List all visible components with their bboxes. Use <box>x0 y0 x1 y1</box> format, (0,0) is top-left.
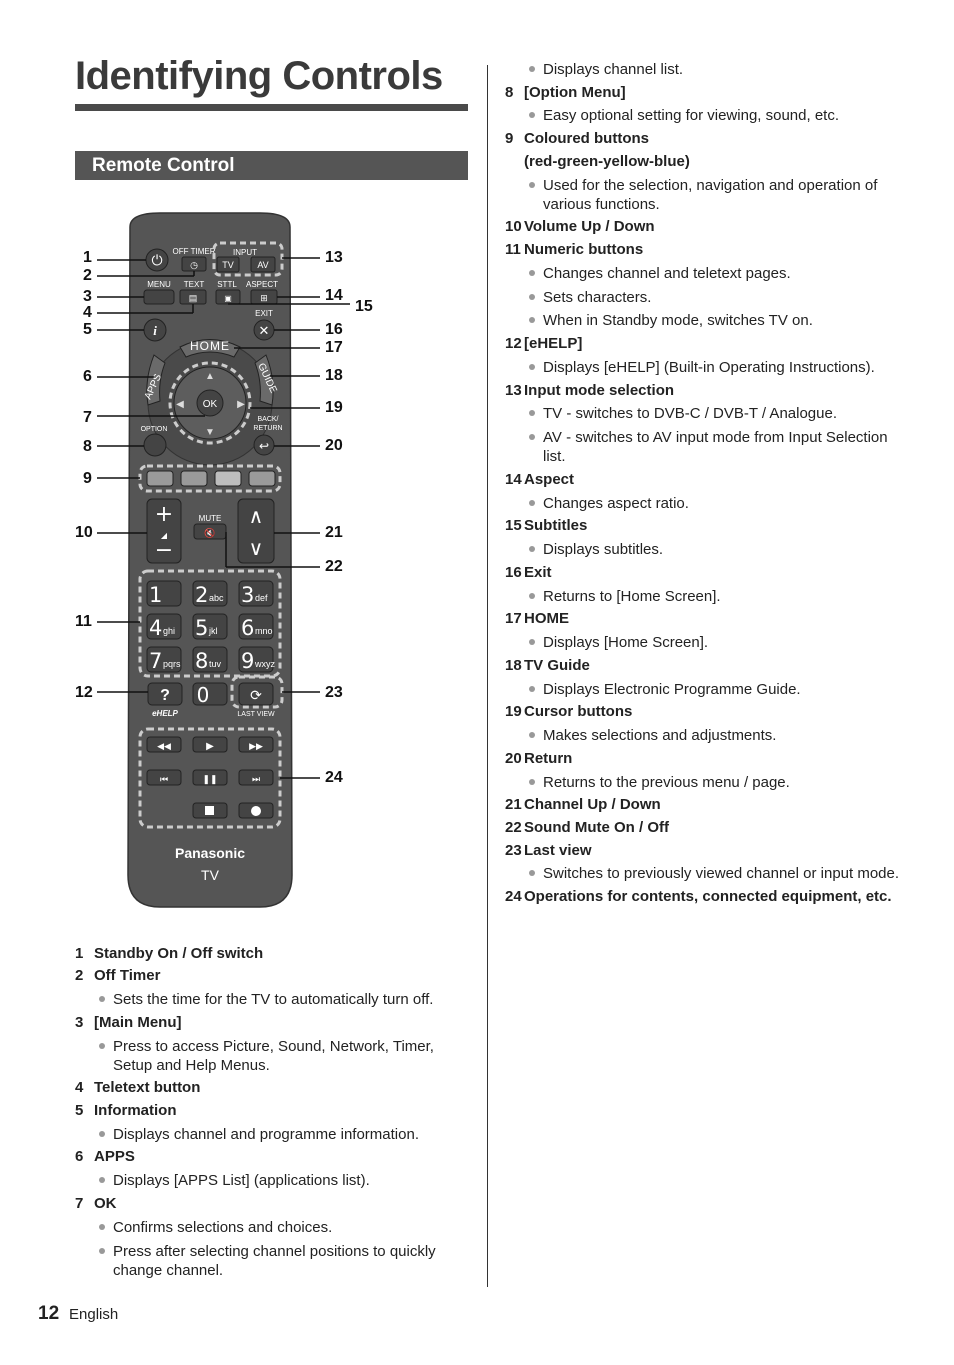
item-title: Teletext button <box>94 1079 201 1097</box>
callout-15: 15 <box>355 298 373 315</box>
arrow-down-icon: ▼ <box>205 427 215 438</box>
item-number: 23 <box>505 841 522 859</box>
item-heading <box>505 841 900 860</box>
item-title: OK <box>94 1194 117 1212</box>
item-title: APPS <box>94 1148 135 1166</box>
item-bullet: Returns to the previous menu / page. <box>505 773 900 792</box>
digit-label: 9 <box>241 649 255 673</box>
callout-3: 3 <box>83 288 92 305</box>
digit-label: 5 <box>195 616 209 640</box>
colour-button-2[interactable] <box>181 471 207 486</box>
item-number: 13 <box>505 381 522 399</box>
callout-9: 9 <box>83 470 92 487</box>
item-heading <box>505 381 900 400</box>
item-bullet: Returns to [Home Screen]. <box>505 587 900 606</box>
digit-letters: abc <box>209 593 224 603</box>
item-bullet: Changes channel and teletext pages. <box>505 264 900 283</box>
digit-label: 1 <box>149 583 163 607</box>
item-number: 24 <box>505 888 522 906</box>
item-heading <box>75 1078 460 1097</box>
item-bullet: Confirms selections and choices. <box>75 1218 460 1237</box>
refresh-icon: ⟳ <box>250 687 262 703</box>
section-title: Remote Control <box>92 155 235 176</box>
item-title: Standby On / Off switch <box>94 944 264 962</box>
callout-10: 10 <box>75 524 93 541</box>
page-title: Identifying Controls <box>75 54 443 98</box>
item-bullet: Press to access Picture, Sound, Network, Timer, Setup and Help Menus. <box>75 1037 460 1075</box>
teletext-icon: ▤ <box>188 293 198 303</box>
callout-8: 8 <box>83 438 92 455</box>
back-label: BACK/ <box>257 416 279 423</box>
item-heading <box>505 240 900 259</box>
item-number: 8 <box>505 83 514 101</box>
skip-back-icon: ⏮ <box>159 774 169 784</box>
item-bullet: Changes aspect ratio. <box>505 494 900 513</box>
callout-4: 4 <box>83 304 92 321</box>
item-heading <box>75 1147 460 1166</box>
column-divider <box>487 65 488 1287</box>
digit-label: 6 <box>241 616 255 640</box>
digit-letters: ghi <box>163 626 176 636</box>
digit-letters: jkl <box>209 626 218 636</box>
digit-letters: pqrs <box>163 659 181 669</box>
item-bullet: TV - switches to DVB-C / DVB-T / Analogue. <box>505 404 900 423</box>
item-title: TV Guide <box>524 656 590 674</box>
input-label: INPUT <box>233 248 257 257</box>
item-bullet: Switches to previously viewed channel or input mode. <box>505 864 900 883</box>
item-title: Coloured buttons <box>524 130 649 148</box>
remote-control-diagram <box>70 205 390 915</box>
ehelp-label: eHELP <box>152 709 178 718</box>
item-number: 22 <box>505 819 522 836</box>
item-number: 12 <box>505 335 522 353</box>
item-heading <box>505 563 900 582</box>
text-label: TEXT <box>183 280 205 289</box>
item-bullet: Displays Electronic Programme Guide. <box>505 680 900 699</box>
callout-20: 20 <box>325 437 343 454</box>
model-label: TV <box>201 867 219 883</box>
item-number: 3 <box>75 1013 84 1031</box>
callout-7: 7 <box>83 409 92 426</box>
callout-24: 24 <box>325 769 343 786</box>
item-heading <box>505 470 900 489</box>
return-icon: ↩ <box>258 439 270 453</box>
item-title: Subtitles <box>524 517 588 535</box>
item-title: Numeric buttons <box>524 240 644 258</box>
item-number: 18 <box>505 656 522 674</box>
item-number: 6 <box>75 1148 84 1166</box>
sttl-label: STTL <box>217 280 237 289</box>
item-bullet: Displays channel list. <box>505 60 900 79</box>
item-bullet: Displays [APPS List] (applications list). <box>75 1171 460 1190</box>
return-label: RETURN <box>253 425 283 432</box>
item-title: [eHELP] <box>524 335 583 353</box>
item-bullet: Used for the selection, navigation and operation of various functions. <box>505 176 900 214</box>
page-language: English <box>69 1306 119 1323</box>
arrow-left-icon: ◀ <box>176 399 184 410</box>
menu-button[interactable] <box>144 290 174 304</box>
item-heading <box>505 217 900 236</box>
aspect-icon: ⊞ <box>260 293 268 303</box>
guide-label: GUIDE <box>255 361 279 395</box>
home-label: HOME <box>190 339 230 353</box>
item-subtitle: (red-green-yellow-blue) <box>524 152 690 170</box>
apps-label: APPS <box>142 372 164 402</box>
callout-17: 17 <box>325 339 343 356</box>
close-icon: ✕ <box>258 323 270 338</box>
item-number: 4 <box>75 1079 84 1097</box>
item-title: Sound Mute On / Off <box>524 819 669 836</box>
digit-label: 2 <box>195 583 209 607</box>
fast-forward-icon: ▶▶ <box>249 741 263 751</box>
item-heading <box>505 83 900 102</box>
item-heading <box>75 966 460 985</box>
skip-forward-icon: ⏭ <box>251 774 261 784</box>
record-icon <box>251 806 261 816</box>
exit-label: EXIT <box>255 309 273 318</box>
section-header <box>75 151 468 180</box>
digit-letters: mno <box>255 626 273 636</box>
item-heading <box>505 334 900 353</box>
rewind-icon: ◀◀ <box>157 741 171 751</box>
item-bullet: Press after selecting channel positions to quickly change channel. <box>75 1242 460 1280</box>
item-number: 5 <box>75 1101 84 1119</box>
item-number: 1 <box>75 944 84 962</box>
callout-19: 19 <box>325 399 343 416</box>
item-title: Return <box>524 749 573 767</box>
item-bullet: Displays subtitles. <box>505 540 900 559</box>
item-title: Last view <box>524 841 592 859</box>
colour-button-4[interactable] <box>249 471 275 486</box>
item-bullet: Makes selections and adjustments. <box>505 726 900 745</box>
play-icon: ▶ <box>206 741 214 752</box>
item-number: 15 <box>505 517 522 535</box>
callout-11: 11 <box>75 613 92 630</box>
item-bullet: Displays [Home Screen]. <box>505 633 900 652</box>
item-heading <box>75 1194 460 1213</box>
item-bullet: AV - switches to AV input mode from Input Selection list. <box>505 428 900 466</box>
item-heading <box>505 656 900 675</box>
item-title: Cursor buttons <box>524 703 633 721</box>
numeric-keypad <box>147 581 275 673</box>
item-number: 7 <box>75 1194 84 1212</box>
item-heading <box>75 944 460 963</box>
item-number: 11 <box>505 240 521 258</box>
item-title: Information <box>94 1101 177 1119</box>
item-title: Exit <box>524 563 552 581</box>
item-number: 16 <box>505 563 522 581</box>
menu-label: MENU <box>147 280 171 289</box>
item-title: HOME <box>524 610 569 628</box>
item-title: Aspect <box>524 470 575 488</box>
option-button[interactable] <box>144 434 166 456</box>
clock-icon: ◷ <box>190 260 198 270</box>
item-number: 20 <box>505 749 522 767</box>
digit-label: 8 <box>195 649 209 673</box>
item-title: Off Timer <box>94 967 161 985</box>
item-title: Operations for contents, connected equipment, etc. <box>524 888 892 906</box>
item-heading <box>75 1101 460 1120</box>
option-label: OPTION <box>140 426 168 433</box>
item-heading <box>505 129 900 148</box>
subtitle-icon: ▣ <box>224 294 232 303</box>
callout-13: 13 <box>325 249 343 266</box>
title-rule <box>75 104 468 111</box>
digit-letters: wxyz <box>255 659 275 669</box>
item-bullet: Sets characters. <box>505 288 900 307</box>
callout-14: 14 <box>325 287 343 304</box>
tv-label: TV <box>222 260 234 270</box>
item-title: Volume Up / Down <box>524 218 655 236</box>
callout-22: 22 <box>325 558 343 575</box>
item-number: 14 <box>505 470 522 488</box>
controls-list-right <box>505 60 900 906</box>
item-number: 21 <box>505 796 522 814</box>
pause-icon: ❚❚ <box>202 774 218 784</box>
chevron-up-icon: ∧ <box>248 504 264 528</box>
last-view-label: LAST VIEW <box>237 711 275 718</box>
callout-5: 5 <box>83 321 92 338</box>
item-bullet: When in Standby mode, switches TV on. <box>505 311 900 330</box>
item-heading <box>505 749 900 768</box>
item-title: [Main Menu] <box>94 1013 182 1031</box>
item-number: 9 <box>505 130 514 148</box>
info-icon: i <box>153 323 157 338</box>
mute-icon: 🔇 <box>204 528 216 538</box>
arrow-up-icon: ▲ <box>205 371 215 382</box>
callout-21: 21 <box>325 524 343 541</box>
item-bullet: Displays channel and programme information. <box>75 1125 460 1144</box>
item-bullet: Displays [eHELP] (Built-in Operating Instructions). <box>505 358 900 377</box>
stop-icon <box>205 806 214 815</box>
plus-icon: + <box>154 502 174 527</box>
volume-icon: ◢ <box>160 531 168 540</box>
minus-icon: − <box>154 538 174 563</box>
mute-label: MUTE <box>198 514 222 523</box>
item-title: Input mode selection <box>524 381 675 399</box>
controls-list-left <box>75 940 460 1280</box>
page-number: 12 <box>38 1303 60 1324</box>
brand-logo: Panasonic <box>174 845 246 861</box>
aspect-label: ASPECT <box>245 280 279 289</box>
power-icon: ⏻ <box>151 253 163 269</box>
digit-label: 4 <box>149 616 163 640</box>
callout-6: 6 <box>83 368 92 385</box>
digit-label: 7 <box>149 649 163 673</box>
digit-letters: def <box>255 593 268 603</box>
ok-label: OK <box>202 399 218 410</box>
item-number: 10 <box>505 218 522 236</box>
item-title: Channel Up / Down <box>524 796 661 814</box>
callout-23: 23 <box>325 684 343 701</box>
item-heading <box>505 795 900 814</box>
callout-12: 12 <box>75 684 93 701</box>
item-heading <box>505 887 900 906</box>
item-heading <box>505 516 900 535</box>
callout-1: 1 <box>83 249 92 266</box>
item-bullet: Easy optional setting for viewing, sound, etc. <box>505 106 900 125</box>
item-title: [Option Menu] <box>524 83 626 101</box>
callout-16: 16 <box>325 321 343 338</box>
item-heading <box>505 702 900 721</box>
chevron-down-icon: ∨ <box>248 536 264 560</box>
colour-button-3[interactable] <box>215 471 241 486</box>
colour-button-1[interactable] <box>147 471 173 486</box>
av-label: AV <box>257 260 269 270</box>
item-number: 2 <box>75 967 84 985</box>
zero-digit: 0 <box>196 683 210 707</box>
arrow-right-icon: ▶ <box>237 399 245 410</box>
item-bullet: Sets the time for the TV to automatically turn off. <box>75 990 460 1009</box>
item-number: 19 <box>505 703 522 721</box>
item-number: 17 <box>505 610 522 628</box>
callout-2: 2 <box>83 267 92 284</box>
item-heading <box>505 818 900 837</box>
item-heading <box>505 609 900 628</box>
digit-label: 3 <box>241 583 255 607</box>
digit-letters: tuv <box>209 659 222 669</box>
item-heading <box>75 1013 460 1032</box>
help-icon: ? <box>160 687 170 704</box>
callout-18: 18 <box>325 367 343 384</box>
off-timer-label: OFF TIMER <box>172 247 216 256</box>
